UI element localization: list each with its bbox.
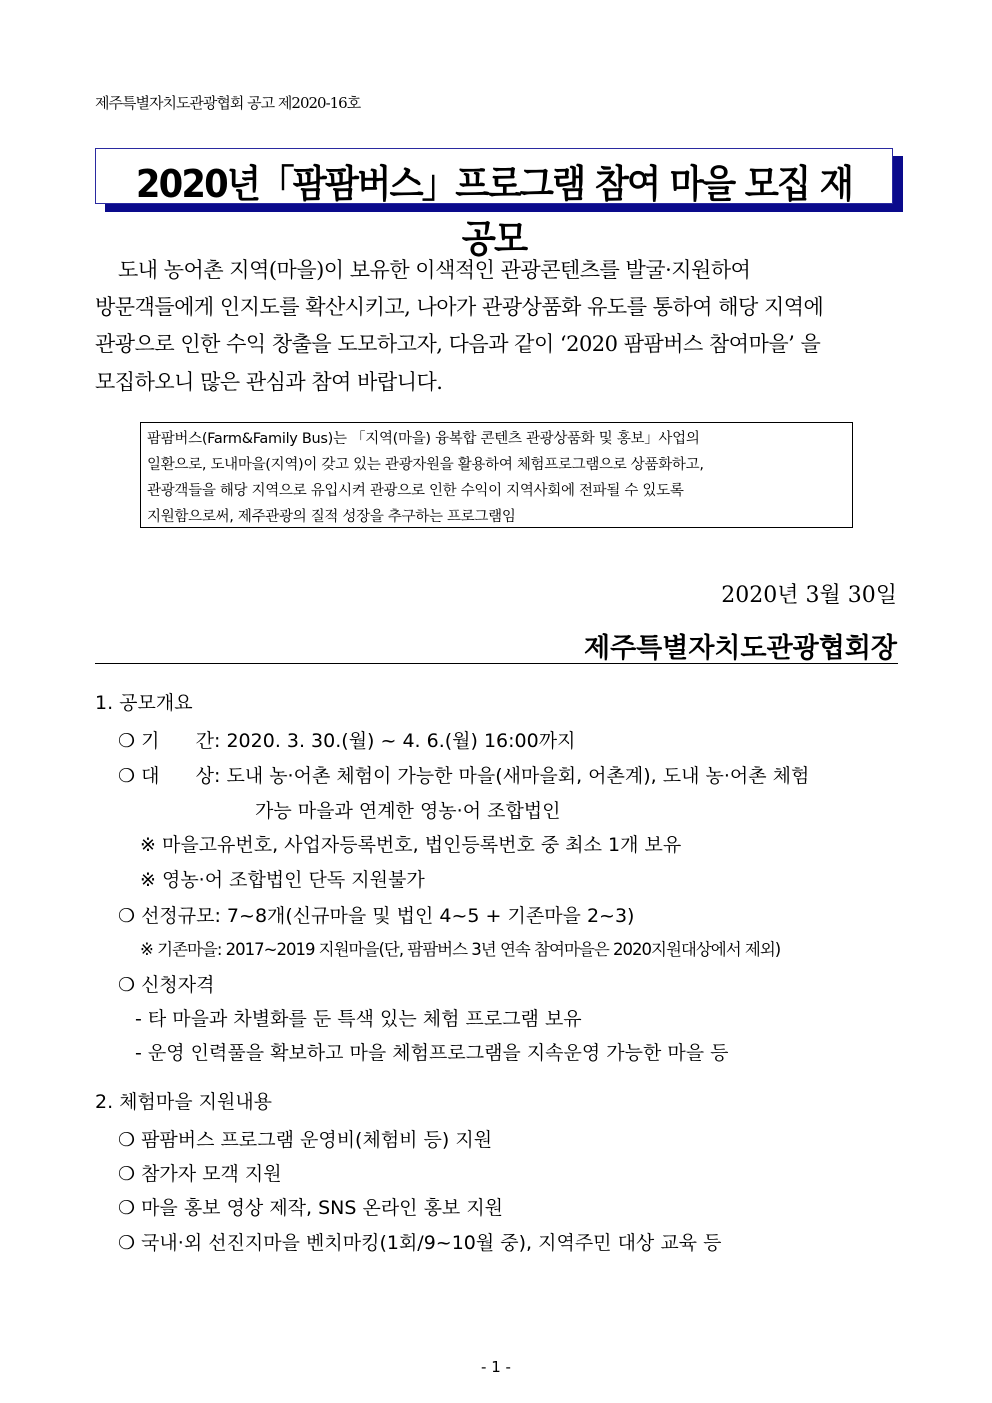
list-item: ❍ 국내·외 선진지마을 벤치마킹(1회/9~10월 중), 지역주민 대상 교육 등 <box>118 1232 722 1254</box>
list-item: ❍ 기 간: 2020. 3. 30.(월) ~ 4. 6.(월) 16:00까지 <box>118 730 576 752</box>
notice-date: 2020년 3월 30일 <box>721 583 897 608</box>
document-title: 2020년「팜팜버스」프로그램 참여 마을 모집 재공모 <box>135 162 853 261</box>
intro-line: 모집하오니 많은 관심과 참여 바랍니다. <box>95 370 443 394</box>
list-item: ❍ 신청자격 <box>118 974 215 996</box>
section-1-title: 1. 공모개요 <box>95 692 193 714</box>
note-line: 관광객들을 해당 지역으로 유입시켜 관광으로 인한 수익이 지역사회에 전파될 수 있도록 <box>147 483 684 499</box>
section-2-title: 2. 체험마을 지원내용 <box>95 1091 273 1113</box>
list-item: - 운영 인력풀을 확보하고 마을 체험프로그램을 지속운영 가능한 마을 등 <box>135 1042 729 1064</box>
list-item: ❍ 선정규모: 7~8개(신규마을 및 법인 4~5 + 기존마을 2~3) <box>118 905 635 927</box>
list-item: - 타 마을과 차별화를 둔 특색 있는 체험 프로그램 보유 <box>135 1008 582 1030</box>
intro-line: 방문객들에게 인지도를 확산시키고, 나아가 관광상품화 유도를 통하여 해당 지역에 <box>95 295 824 319</box>
divider <box>95 663 898 664</box>
list-item: ※ 마을고유번호, 사업자등록번호, 법인등록번호 중 최소 1개 보유 <box>140 834 682 856</box>
program-note-box <box>140 422 853 528</box>
intro-line: 도내 농어촌 지역(마을)이 보유한 이색적인 관광콘텐츠를 발굴·지원하여 <box>118 258 751 282</box>
note-line: 팜팜버스(Farm&Family Bus)는 「지역(마을) 융복합 콘텐츠 관광상품화 및 홍보」사업의 <box>147 431 700 447</box>
notice-number: 제주특별자치도관광협회 공고 제2020-16호 <box>95 94 361 112</box>
list-item: ※ 기존마을: 2017~2019 지원마을(단, 팜팜버스 3년 연속 참여마을은 2020지원대상에서 제외) <box>140 940 781 959</box>
intro-line: 관광으로 인한 수익 창출을 도모하고자, 다음과 같이 ‘2020 팜팜버스 참여마을’ 을 <box>95 332 821 356</box>
list-item: ❍ 대 상: 도내 농·어촌 체험이 가능한 마을(새마을회, 어촌계), 도내 농·어촌 체험 <box>118 765 810 787</box>
list-item: ※ 영농·어 조합법인 단독 지원불가 <box>140 869 425 891</box>
issuer: 제주특별자치도관광협회장 <box>584 633 897 664</box>
list-item: ❍ 팜팜버스 프로그램 운영비(체험비 등) 지원 <box>118 1129 493 1151</box>
note-line: 일환으로, 도내마을(지역)이 갖고 있는 관광자원을 활용하여 체험프로그램으로 상품화하고, <box>147 457 704 473</box>
note-line: 지원함으로써, 제주관광의 질적 성장을 추구하는 프로그램임 <box>147 509 516 525</box>
list-item: ❍ 참가자 모객 지원 <box>118 1163 282 1185</box>
title-box <box>95 148 893 261</box>
page-number: - 1 - <box>481 1358 511 1376</box>
list-item: 가능 마을과 연계한 영농·어 조합법인 <box>255 800 561 822</box>
list-item: ❍ 마을 홍보 영상 제작, SNS 온라인 홍보 지원 <box>118 1197 504 1219</box>
